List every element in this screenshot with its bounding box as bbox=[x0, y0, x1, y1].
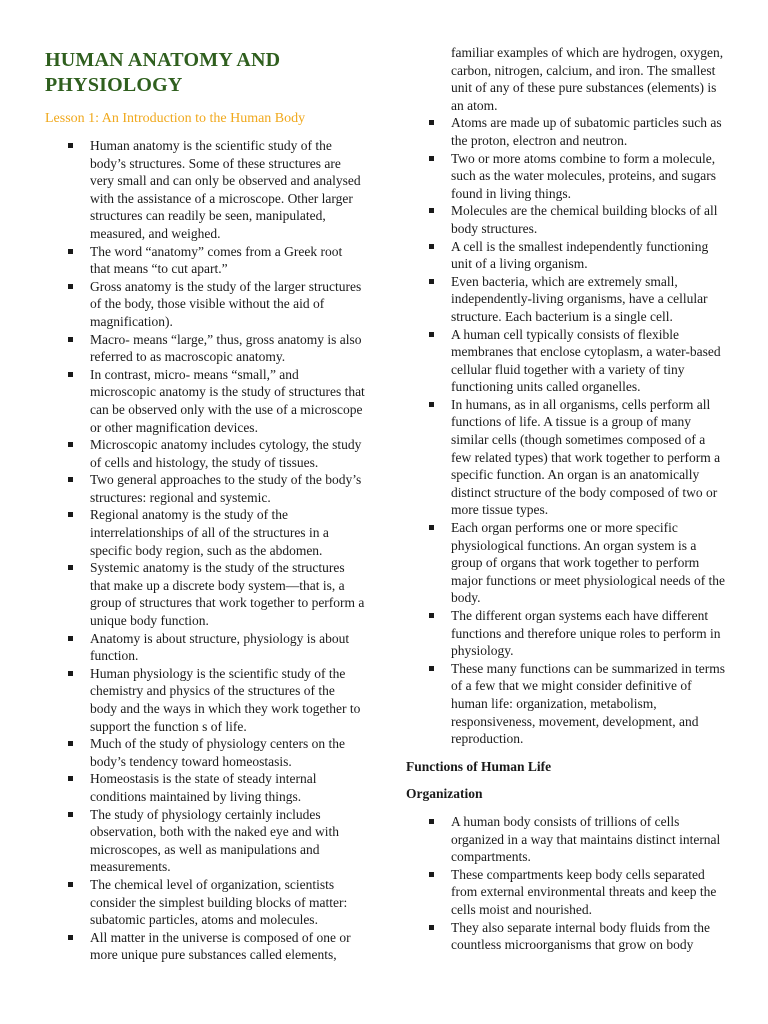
list-item: Systemic anatomy is the study of the structures that make up a discrete body system—that is, a group of structures that work together to perform a unique body function. bbox=[45, 559, 365, 629]
square-bullet-icon bbox=[68, 776, 73, 781]
list-item: Much of the study of physiology centers on the body’s tendency toward homeostasis. bbox=[45, 735, 365, 770]
square-bullet-icon bbox=[68, 812, 73, 817]
list-item: These many functions can be summarized in terms of a few that we might consider definitive of human life: organization, metabolism, responsiveness, movement, development, and reproduction. bbox=[406, 660, 728, 748]
square-bullet-icon bbox=[429, 613, 434, 618]
square-bullet-icon bbox=[68, 741, 73, 746]
left-column bbox=[45, 44, 365, 964]
lesson-title: Lesson 1: An Introduction to the Human Body bbox=[45, 111, 306, 126]
list-item: The study of physiology certainly includes observation, both with the naked eye and with microscopes, as well as manipulations and measurements. bbox=[45, 806, 365, 876]
subsection-heading: Organization bbox=[406, 786, 483, 802]
square-bullet-icon bbox=[68, 636, 73, 641]
list-item: Human physiology is the scientific study of the chemistry and physics of the structures of the body and the ways in which they work together to support the function s of life. bbox=[45, 665, 365, 735]
square-bullet-icon bbox=[429, 244, 434, 249]
list-item: The different organ systems each have different functions and therefore unique roles to perform in physiology. bbox=[406, 607, 728, 660]
list-item: Gross anatomy is the study of the larger structures of the body, those visible without the aid of magnification). bbox=[45, 278, 365, 331]
list-item: In contrast, micro- means “small,” and microscopic anatomy is the study of structures that can be observed only with the use of a microscope or other magnification devices. bbox=[45, 366, 365, 436]
square-bullet-icon bbox=[429, 279, 434, 284]
square-bullet-icon bbox=[68, 249, 73, 254]
square-bullet-icon bbox=[429, 525, 434, 530]
organization-bullet-list bbox=[406, 813, 728, 954]
right-bullet-list bbox=[406, 114, 728, 747]
list-item: The word “anatomy” comes from a Greek root that means “to cut apart.” bbox=[45, 243, 365, 278]
list-item: Microscopic anatomy includes cytology, the study of cells and histology, the study of tissues. bbox=[45, 436, 365, 471]
square-bullet-icon bbox=[429, 156, 434, 161]
square-bullet-icon bbox=[429, 666, 434, 671]
square-bullet-icon bbox=[68, 565, 73, 570]
list-item: Even bacteria, which are extremely small, independently-living organisms, have a cellular structure. Each bacterium is a single cell. bbox=[406, 273, 728, 326]
square-bullet-icon bbox=[429, 872, 434, 877]
square-bullet-icon bbox=[68, 442, 73, 447]
list-item: A human cell typically consists of flexible membranes that enclose cytoplasm, a water-based cellular fluid together with a variety of tiny functioning units called organelles. bbox=[406, 326, 728, 396]
list-item: Regional anatomy is the study of the interrelationships of all of the structures in a specific body region, such as the abdomen. bbox=[45, 506, 365, 559]
square-bullet-icon bbox=[68, 512, 73, 517]
list-item: Two or more atoms combine to form a molecule, such as the water molecules, proteins, and sugars found in living things. bbox=[406, 150, 728, 203]
list-item: In humans, as in all organisms, cells perform all functions of life. A tissue is a group of many similar cells (though sometimes composed of a few related types) that work together to perform a specific function. An organ is an anatomically distinct structure of the body composed of two or more tissue types. bbox=[406, 396, 728, 519]
continued-paragraph: familiar examples of which are hydrogen, oxygen, carbon, nitrogen, calcium, and iron. The smallest unit of any of these pure substances (elements) is an atom. bbox=[451, 45, 724, 113]
document-title: HUMAN ANATOMY AND PHYSIOLOGY bbox=[45, 49, 281, 96]
square-bullet-icon bbox=[429, 819, 434, 824]
square-bullet-icon bbox=[68, 671, 73, 676]
left-bullet-list bbox=[45, 137, 365, 964]
list-item: Two general approaches to the study of the body’s structures: regional and systemic. bbox=[45, 471, 365, 506]
square-bullet-icon bbox=[68, 337, 73, 342]
square-bullet-icon bbox=[429, 208, 434, 213]
square-bullet-icon bbox=[68, 284, 73, 289]
square-bullet-icon bbox=[429, 925, 434, 930]
list-item: These compartments keep body cells separated from external environmental threats and keep the cells moist and nourished. bbox=[406, 866, 728, 919]
square-bullet-icon bbox=[68, 882, 73, 887]
list-item: The chemical level of organization, scientists consider the simplest building blocks of matter: subatomic particles, atoms and molecules. bbox=[45, 876, 365, 929]
square-bullet-icon bbox=[429, 120, 434, 125]
square-bullet-icon bbox=[68, 935, 73, 940]
section-heading: Functions of Human Life bbox=[406, 758, 552, 774]
square-bullet-icon bbox=[429, 332, 434, 337]
list-item: Homeostasis is the state of steady internal conditions maintained by living things. bbox=[45, 770, 365, 805]
list-item: Anatomy is about structure, physiology is about function. bbox=[45, 630, 365, 665]
right-column bbox=[406, 44, 728, 954]
square-bullet-icon bbox=[68, 372, 73, 377]
list-item: Macro- means “large,” thus, gross anatomy is also referred to as macroscopic anatomy. bbox=[45, 331, 365, 366]
list-item: Molecules are the chemical building blocks of all body structures. bbox=[406, 202, 728, 237]
list-item: All matter in the universe is composed of one or more unique pure substances called elements, bbox=[45, 929, 365, 964]
square-bullet-icon bbox=[68, 143, 73, 148]
square-bullet-icon bbox=[68, 477, 73, 482]
square-bullet-icon bbox=[429, 402, 434, 407]
list-item: A cell is the smallest independently functioning unit of a living organism. bbox=[406, 238, 728, 273]
list-item: A human body consists of trillions of cells organized in a way that maintains distinct internal compartments. bbox=[406, 813, 728, 866]
list-item: They also separate internal body fluids from the countless microorganisms that grow on body bbox=[406, 919, 728, 954]
list-item: Atoms are made up of subatomic particles such as the proton, electron and neutron. bbox=[406, 114, 728, 149]
list-item: Each organ performs one or more specific physiological functions. An organ system is a group of organs that work together to perform major functions or meet physiological needs of the body. bbox=[406, 519, 728, 607]
list-item: Human anatomy is the scientific study of the body’s structures. Some of these structures are very small and can only be observed and analysed with the assistance of a microscope. Other larger structures can readily be seen, manipulated, measured, and weighed. bbox=[45, 137, 365, 243]
